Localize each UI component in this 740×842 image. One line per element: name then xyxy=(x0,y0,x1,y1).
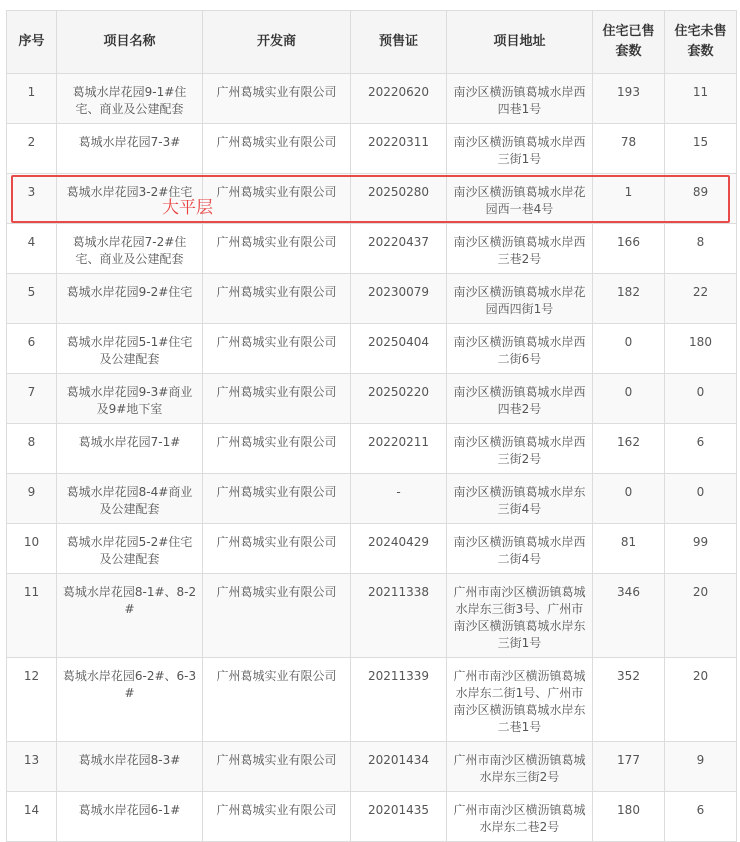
cell-presale-cert: 20220311 xyxy=(351,124,447,174)
cell-address: 广州市南沙区横沥镇葛城水岸东二街1号、广州市南沙区横沥镇葛城水岸东二巷1号 xyxy=(447,658,593,742)
cell-sold: 352 xyxy=(593,658,665,742)
cell-unsold: 20 xyxy=(665,574,737,658)
cell-project-name: 葛城水岸花园5-1#住宅及公建配套 xyxy=(57,324,203,374)
cell-developer: 广州葛城实业有限公司 xyxy=(203,742,351,792)
cell-developer: 广州葛城实业有限公司 xyxy=(203,574,351,658)
cell-address: 南沙区横沥镇葛城水岸西三街1号 xyxy=(447,124,593,174)
cell-project-name: 葛城水岸花园3-2#住宅 xyxy=(57,174,203,224)
cell-address: 南沙区横沥镇葛城水岸花园西四街1号 xyxy=(447,274,593,324)
cell-no: 7 xyxy=(7,374,57,424)
table-row xyxy=(7,658,737,742)
cell-sold: 180 xyxy=(593,792,665,842)
cell-sold: 81 xyxy=(593,524,665,574)
table-row xyxy=(7,324,737,374)
cell-project-name: 葛城水岸花园8-4#商业及公建配套 xyxy=(57,474,203,524)
cell-sold: 0 xyxy=(593,324,665,374)
cell-presale-cert: - xyxy=(351,474,447,524)
table-row xyxy=(7,574,737,658)
cell-unsold: 89 xyxy=(665,174,737,224)
cell-address: 南沙区横沥镇葛城水岸西二街6号 xyxy=(447,324,593,374)
table-row xyxy=(7,524,737,574)
cell-sold: 162 xyxy=(593,424,665,474)
table-row xyxy=(7,792,737,842)
cell-project-name: 葛城水岸花园8-1#、8-2# xyxy=(57,574,203,658)
cell-project-name: 葛城水岸花园7-1# xyxy=(57,424,203,474)
cell-address: 南沙区横沥镇葛城水岸西四巷1号 xyxy=(447,74,593,124)
col-header-sold: 住宅已售套数 xyxy=(593,11,665,74)
cell-project-name: 葛城水岸花园8-3# xyxy=(57,742,203,792)
cell-project-name: 葛城水岸花园6-2#、6-3# xyxy=(57,658,203,742)
cell-sold: 78 xyxy=(593,124,665,174)
cell-no: 12 xyxy=(7,658,57,742)
cell-developer: 广州葛城实业有限公司 xyxy=(203,474,351,524)
cell-project-name: 葛城水岸花园7-2#住宅、商业及公建配套 xyxy=(57,224,203,274)
cell-sold: 182 xyxy=(593,274,665,324)
table-row xyxy=(7,224,737,274)
cell-project-name: 葛城水岸花园9-3#商业及9#地下室 xyxy=(57,374,203,424)
cell-unsold: 9 xyxy=(665,742,737,792)
cell-sold: 166 xyxy=(593,224,665,274)
cell-no: 3 xyxy=(7,174,57,224)
cell-unsold: 8 xyxy=(665,224,737,274)
cell-unsold: 180 xyxy=(665,324,737,374)
cell-developer: 广州葛城实业有限公司 xyxy=(203,324,351,374)
cell-address: 南沙区横沥镇葛城水岸西四巷2号 xyxy=(447,374,593,424)
cell-no: 13 xyxy=(7,742,57,792)
cell-developer: 广州葛城实业有限公司 xyxy=(203,424,351,474)
cell-no: 5 xyxy=(7,274,57,324)
col-header-no: 序号 xyxy=(7,11,57,74)
cell-no: 1 xyxy=(7,74,57,124)
cell-project-name: 葛城水岸花园9-1#住宅、商业及公建配套 xyxy=(57,74,203,124)
cell-address: 南沙区横沥镇葛城水岸西三街2号 xyxy=(447,424,593,474)
cell-presale-cert: 20211339 xyxy=(351,658,447,742)
cell-sold: 0 xyxy=(593,474,665,524)
cell-unsold: 6 xyxy=(665,424,737,474)
cell-developer: 广州葛城实业有限公司 xyxy=(203,374,351,424)
cell-no: 10 xyxy=(7,524,57,574)
cell-address: 南沙区横沥镇葛城水岸西二街4号 xyxy=(447,524,593,574)
cell-presale-cert: 20250220 xyxy=(351,374,447,424)
cell-presale-cert: 20250404 xyxy=(351,324,447,374)
cell-address: 南沙区横沥镇葛城水岸花园西一巷4号 xyxy=(447,174,593,224)
cell-sold: 177 xyxy=(593,742,665,792)
highlight-box xyxy=(11,175,730,223)
cell-presale-cert: 20230079 xyxy=(351,274,447,324)
col-header-address: 项目地址 xyxy=(447,11,593,74)
cell-address: 南沙区横沥镇葛城水岸东三街4号 xyxy=(447,474,593,524)
cell-address: 广州市南沙区横沥镇葛城水岸东三街3号、广州市南沙区横沥镇葛城水岸东三街1号 xyxy=(447,574,593,658)
cell-address: 广州市南沙区横沥镇葛城水岸东二巷2号 xyxy=(447,792,593,842)
cell-project-name: 葛城水岸花园5-2#住宅及公建配套 xyxy=(57,524,203,574)
cell-project-name: 葛城水岸花园7-3# xyxy=(57,124,203,174)
cell-unsold: 0 xyxy=(665,474,737,524)
cell-presale-cert: 20220211 xyxy=(351,424,447,474)
cell-unsold: 15 xyxy=(665,124,737,174)
cell-no: 6 xyxy=(7,324,57,374)
cell-unsold: 22 xyxy=(665,274,737,324)
cell-presale-cert: 20250280 xyxy=(351,174,447,224)
cell-unsold: 20 xyxy=(665,658,737,742)
table-row xyxy=(7,274,737,324)
header-row xyxy=(7,11,737,74)
cell-presale-cert: 20201434 xyxy=(351,742,447,792)
cell-sold: 1 xyxy=(593,174,665,224)
cell-developer: 广州葛城实业有限公司 xyxy=(203,792,351,842)
cell-sold: 346 xyxy=(593,574,665,658)
cell-no: 2 xyxy=(7,124,57,174)
cell-developer: 广州葛城实业有限公司 xyxy=(203,524,351,574)
cell-no: 14 xyxy=(7,792,57,842)
cell-unsold: 99 xyxy=(665,524,737,574)
table-row xyxy=(7,374,737,424)
table-row xyxy=(7,74,737,124)
project-table xyxy=(6,10,737,842)
cell-presale-cert: 20220620 xyxy=(351,74,447,124)
table-row xyxy=(7,424,737,474)
col-header-name: 项目名称 xyxy=(57,11,203,74)
cell-sold: 0 xyxy=(593,374,665,424)
cell-no: 11 xyxy=(7,574,57,658)
table-row xyxy=(7,742,737,792)
cell-unsold: 0 xyxy=(665,374,737,424)
cell-developer: 广州葛城实业有限公司 xyxy=(203,658,351,742)
cell-unsold: 11 xyxy=(665,74,737,124)
cell-developer: 广州葛城实业有限公司 xyxy=(203,174,351,224)
cell-presale-cert: 20211338 xyxy=(351,574,447,658)
cell-address: 广州市南沙区横沥镇葛城水岸东三街2号 xyxy=(447,742,593,792)
cell-developer: 广州葛城实业有限公司 xyxy=(203,274,351,324)
cell-no: 9 xyxy=(7,474,57,524)
table-row xyxy=(7,124,737,174)
col-header-unsold: 住宅未售套数 xyxy=(665,11,737,74)
col-header-presale-cert: 预售证 xyxy=(351,11,447,74)
cell-no: 8 xyxy=(7,424,57,474)
table-row xyxy=(7,474,737,524)
cell-presale-cert: 20220437 xyxy=(351,224,447,274)
cell-developer: 广州葛城实业有限公司 xyxy=(203,124,351,174)
cell-developer: 广州葛城实业有限公司 xyxy=(203,74,351,124)
cell-sold: 193 xyxy=(593,74,665,124)
annotation-label: 大平层 xyxy=(162,198,213,218)
cell-project-name: 葛城水岸花园9-2#住宅 xyxy=(57,274,203,324)
cell-developer: 广州葛城实业有限公司 xyxy=(203,224,351,274)
cell-presale-cert: 20240429 xyxy=(351,524,447,574)
cell-address: 南沙区横沥镇葛城水岸西三巷2号 xyxy=(447,224,593,274)
cell-no: 4 xyxy=(7,224,57,274)
col-header-developer: 开发商 xyxy=(203,11,351,74)
cell-presale-cert: 20201435 xyxy=(351,792,447,842)
cell-project-name: 葛城水岸花园6-1# xyxy=(57,792,203,842)
cell-unsold: 6 xyxy=(665,792,737,842)
